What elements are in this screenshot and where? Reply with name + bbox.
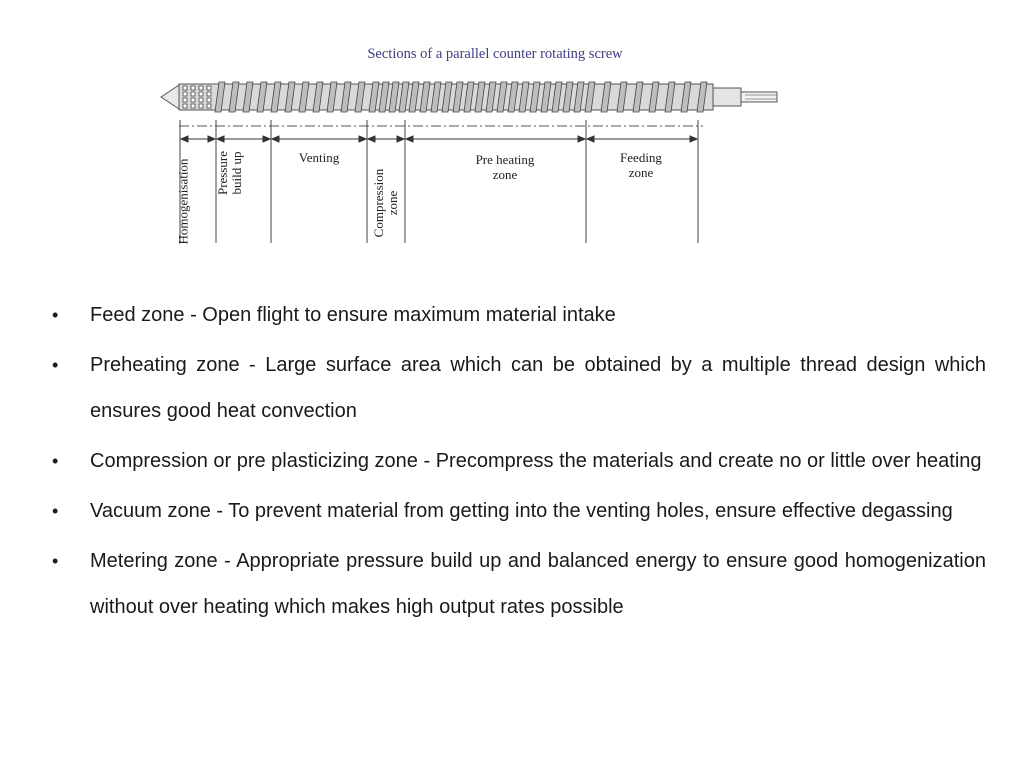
bullet-dot: • [52, 501, 59, 521]
zone-boundaries [180, 120, 698, 243]
zone-label-pressure-line1: Pressure [215, 150, 230, 196]
arrowhead [690, 136, 697, 142]
zone-label-compression-line1: Compression [371, 168, 386, 238]
bullet-text: Feed zone - Open flight to ensure maximum material intake [90, 304, 616, 326]
zone-label-compression-zone [372, 165, 402, 241]
mixing-square [191, 104, 195, 108]
arrowhead [208, 136, 215, 142]
bullet-dot: • [52, 451, 59, 471]
arrowhead [578, 136, 585, 142]
dimension-arrows [181, 136, 697, 142]
screw-diagram [155, 38, 795, 263]
bullet-dot: • [52, 551, 59, 571]
arrowhead [368, 136, 375, 142]
mixing-square [183, 86, 187, 90]
list-item [50, 438, 986, 484]
arrowhead [272, 136, 279, 142]
mixing-square [207, 92, 211, 96]
arrowhead [406, 136, 413, 142]
figure-title: Sections of a parallel counter rotating screw [367, 46, 623, 62]
bullet-text: Metering zone - Appropriate pressure build up and balanced energy to ensure good homogenization without over heating which makes high output rates possible [90, 550, 986, 618]
mixing-square [207, 98, 211, 102]
list-item [50, 342, 986, 434]
zone-label-preheating [455, 152, 555, 182]
zone-label-homogenisation: Homogenisation [175, 158, 191, 245]
zone-label-feeding [601, 150, 681, 180]
zone-label-compression-line2: zone [385, 190, 400, 216]
list-item [50, 538, 986, 630]
mixing-square [191, 86, 195, 90]
zone-label-pressure-build-up [216, 145, 246, 201]
mixing-square [199, 98, 203, 102]
mixing-square [183, 98, 187, 102]
zone-label-venting: Venting [298, 150, 340, 165]
mixing-square [199, 86, 203, 90]
zone-label-feeding-line2: zone [628, 165, 654, 180]
list-item [50, 292, 986, 338]
list-item [50, 488, 986, 534]
zone-label-preheating-line1: Pre heating [475, 152, 535, 167]
bullet-dot: • [52, 355, 59, 375]
mixing-square [207, 86, 211, 90]
zone-label-feeding-line1: Feeding [620, 150, 662, 165]
screw-drawing [155, 38, 795, 263]
arrowhead [397, 136, 404, 142]
mixing-square [191, 98, 195, 102]
mixing-square [199, 92, 203, 96]
bullet-text: Vacuum zone - To prevent material from getting into the venting holes, ensure effective degassing [90, 500, 953, 522]
screw-tip [161, 85, 179, 109]
mixing-square [199, 104, 203, 108]
mixing-square [207, 104, 211, 108]
arrowhead [217, 136, 224, 142]
bullet-list [50, 292, 986, 634]
zone-label-pressure-line2: build up [229, 151, 244, 195]
arrowhead [587, 136, 594, 142]
mixing-square [183, 104, 187, 108]
screw-coupling [713, 88, 741, 106]
arrowhead [181, 136, 188, 142]
bullet-text: Preheating zone - Large surface area which can be obtained by a multiple thread design which ensures good heat convection [90, 354, 986, 422]
arrowhead [359, 136, 366, 142]
bullet-dot: • [52, 305, 59, 325]
zone-label-preheating-line2: zone [492, 167, 518, 182]
mixing-square [183, 92, 187, 96]
bullet-text: Compression or pre plasticizing zone - Precompress the materials and create no or little over heating [90, 450, 982, 472]
mixing-square [191, 92, 195, 96]
arrowhead [263, 136, 270, 142]
screw-drive-end [741, 92, 777, 102]
